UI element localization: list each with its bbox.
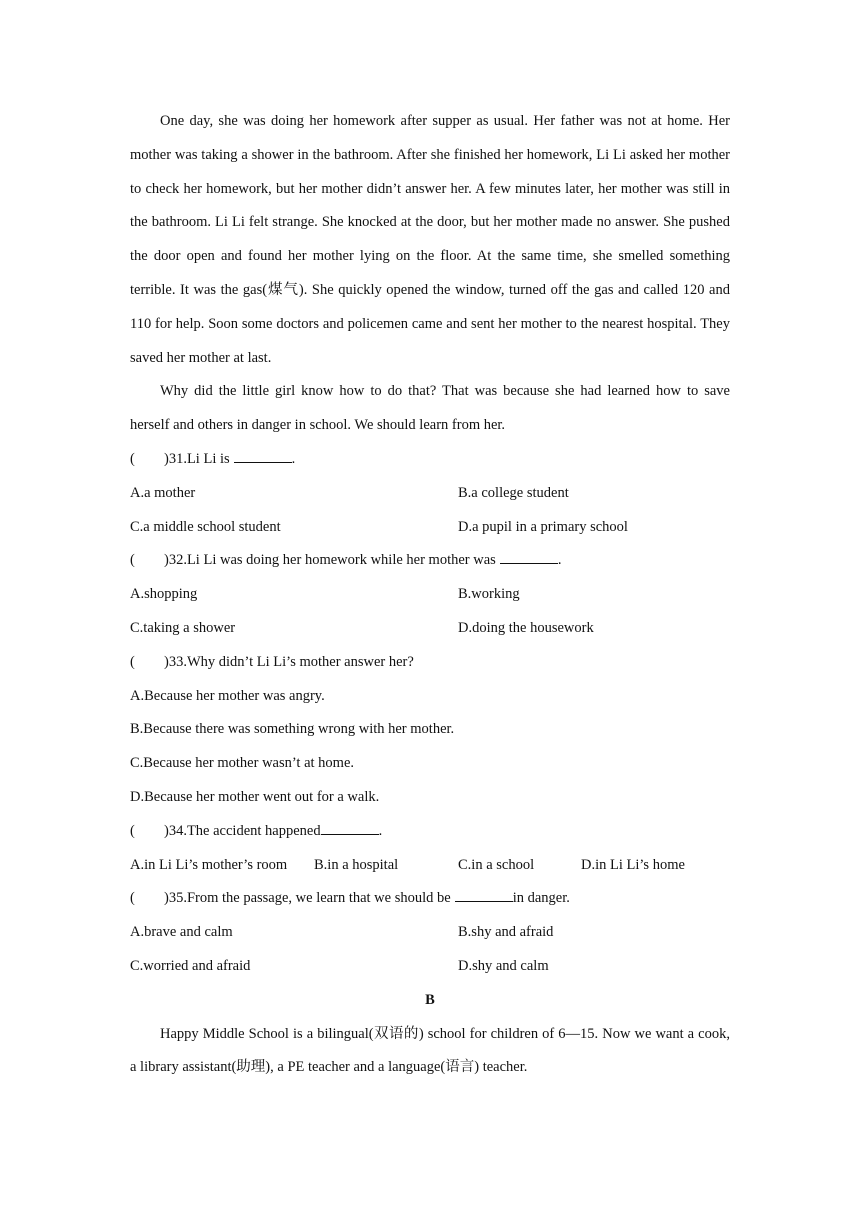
passage-paragraph-2: Why did the little girl know how to do that? That was because she had learned how to save herself and others in danger in school. We should learn from her. bbox=[130, 383, 730, 434]
option-35-b: B.shy and afraid bbox=[458, 924, 554, 941]
option-32-b: B.working bbox=[458, 586, 520, 603]
option-32-d: D.doing the housework bbox=[458, 619, 594, 636]
option-33-a: A.Because her mother was angry. bbox=[130, 687, 325, 704]
question-35-options-row-2 bbox=[130, 950, 730, 984]
question-35-end: in danger. bbox=[512, 890, 570, 907]
question-32-options-row-2 bbox=[130, 612, 730, 646]
answer-paren: ( bbox=[130, 822, 135, 839]
option-31-c: C.a middle school student bbox=[130, 518, 281, 535]
answer-blank bbox=[321, 820, 379, 835]
option-31-b: B.a college student bbox=[458, 484, 569, 501]
option-32-a: A.shopping bbox=[130, 586, 198, 603]
question-33-stem: )33.Why didn’t Li Li’s mother answer her? bbox=[164, 653, 414, 670]
question-31-end: . bbox=[291, 450, 296, 467]
answer-paren: ( bbox=[130, 890, 135, 907]
question-32-options-row-1 bbox=[130, 578, 730, 612]
option-31-a: A.a mother bbox=[130, 484, 196, 501]
question-31 bbox=[130, 443, 730, 477]
answer-paren: ( bbox=[130, 450, 135, 467]
option-35-a: A.brave and calm bbox=[130, 924, 233, 941]
answer-blank bbox=[455, 887, 513, 902]
answer-blank bbox=[234, 448, 292, 463]
question-35-stem: )35.From the passage, we learn that we should be bbox=[164, 890, 451, 907]
option-34-a: A.in Li Li’s mother’s room bbox=[130, 856, 288, 873]
question-34-options bbox=[130, 849, 730, 883]
question-31-options-row-1 bbox=[130, 477, 730, 511]
option-34-c: C.in a school bbox=[458, 856, 535, 873]
question-34 bbox=[130, 815, 730, 849]
option-33-c: C.Because her mother wasn’t at home. bbox=[130, 755, 355, 772]
document-content bbox=[130, 105, 730, 1085]
answer-blank bbox=[500, 549, 558, 564]
option-35-d: D.shy and calm bbox=[458, 957, 549, 974]
option-33-d: D.Because her mother went out for a walk. bbox=[130, 788, 380, 805]
question-35 bbox=[130, 882, 730, 916]
option-34-d: D.in Li Li’s home bbox=[581, 856, 685, 873]
option-34-b: B.in a hospital bbox=[314, 856, 399, 873]
question-34-end: . bbox=[378, 822, 383, 839]
question-34-stem: )34.The accident happened bbox=[164, 822, 321, 839]
section-b-paragraph: Happy Middle School is a bilingual(双语的) school for children of 6—15. Now we want a cook, a library assistant(助理), a PE teacher and a language(语言) teacher. bbox=[130, 1025, 730, 1076]
question-31-options-row-2 bbox=[130, 511, 730, 545]
answer-paren: ( bbox=[130, 653, 135, 670]
answer-paren: ( bbox=[130, 552, 135, 569]
question-32-end: . bbox=[557, 552, 562, 569]
option-33-b: B.Because there was something wrong with her mother. bbox=[130, 721, 455, 738]
option-32-c: C.taking a shower bbox=[130, 619, 236, 636]
question-32 bbox=[130, 544, 730, 578]
question-35-options-row-1 bbox=[130, 916, 730, 950]
option-35-c: C.worried and afraid bbox=[130, 957, 251, 974]
passage-paragraph-1: One day, she was doing her homework after supper as usual. Her father was not at home. Her mother was taking a shower in the bathroom. After she finished her homework, Li Li asked her mother to check her homework, but her mother didn’t answer her. A few minutes later, her mother was still in the bathroom. Li Li felt strange. She knocked at the door, but her mother made no answer. She pushed the door open and found her mother lying on the floor. At the same time, she smelled something terrible. It was the gas(煤气). She quickly opened the window, turned off the gas and called 120 and 110 for help. Soon some doctors and policemen came and sent her mother to the nearest hospital. They saved her mother at last. bbox=[130, 113, 730, 366]
option-31-d: D.a pupil in a primary school bbox=[458, 518, 628, 535]
question-32-stem: )32.Li Li was doing her homework while her mother was bbox=[164, 552, 496, 569]
section-b-heading: B bbox=[425, 991, 435, 1008]
question-33 bbox=[130, 646, 730, 680]
question-31-stem: )31.Li Li is bbox=[164, 450, 230, 467]
